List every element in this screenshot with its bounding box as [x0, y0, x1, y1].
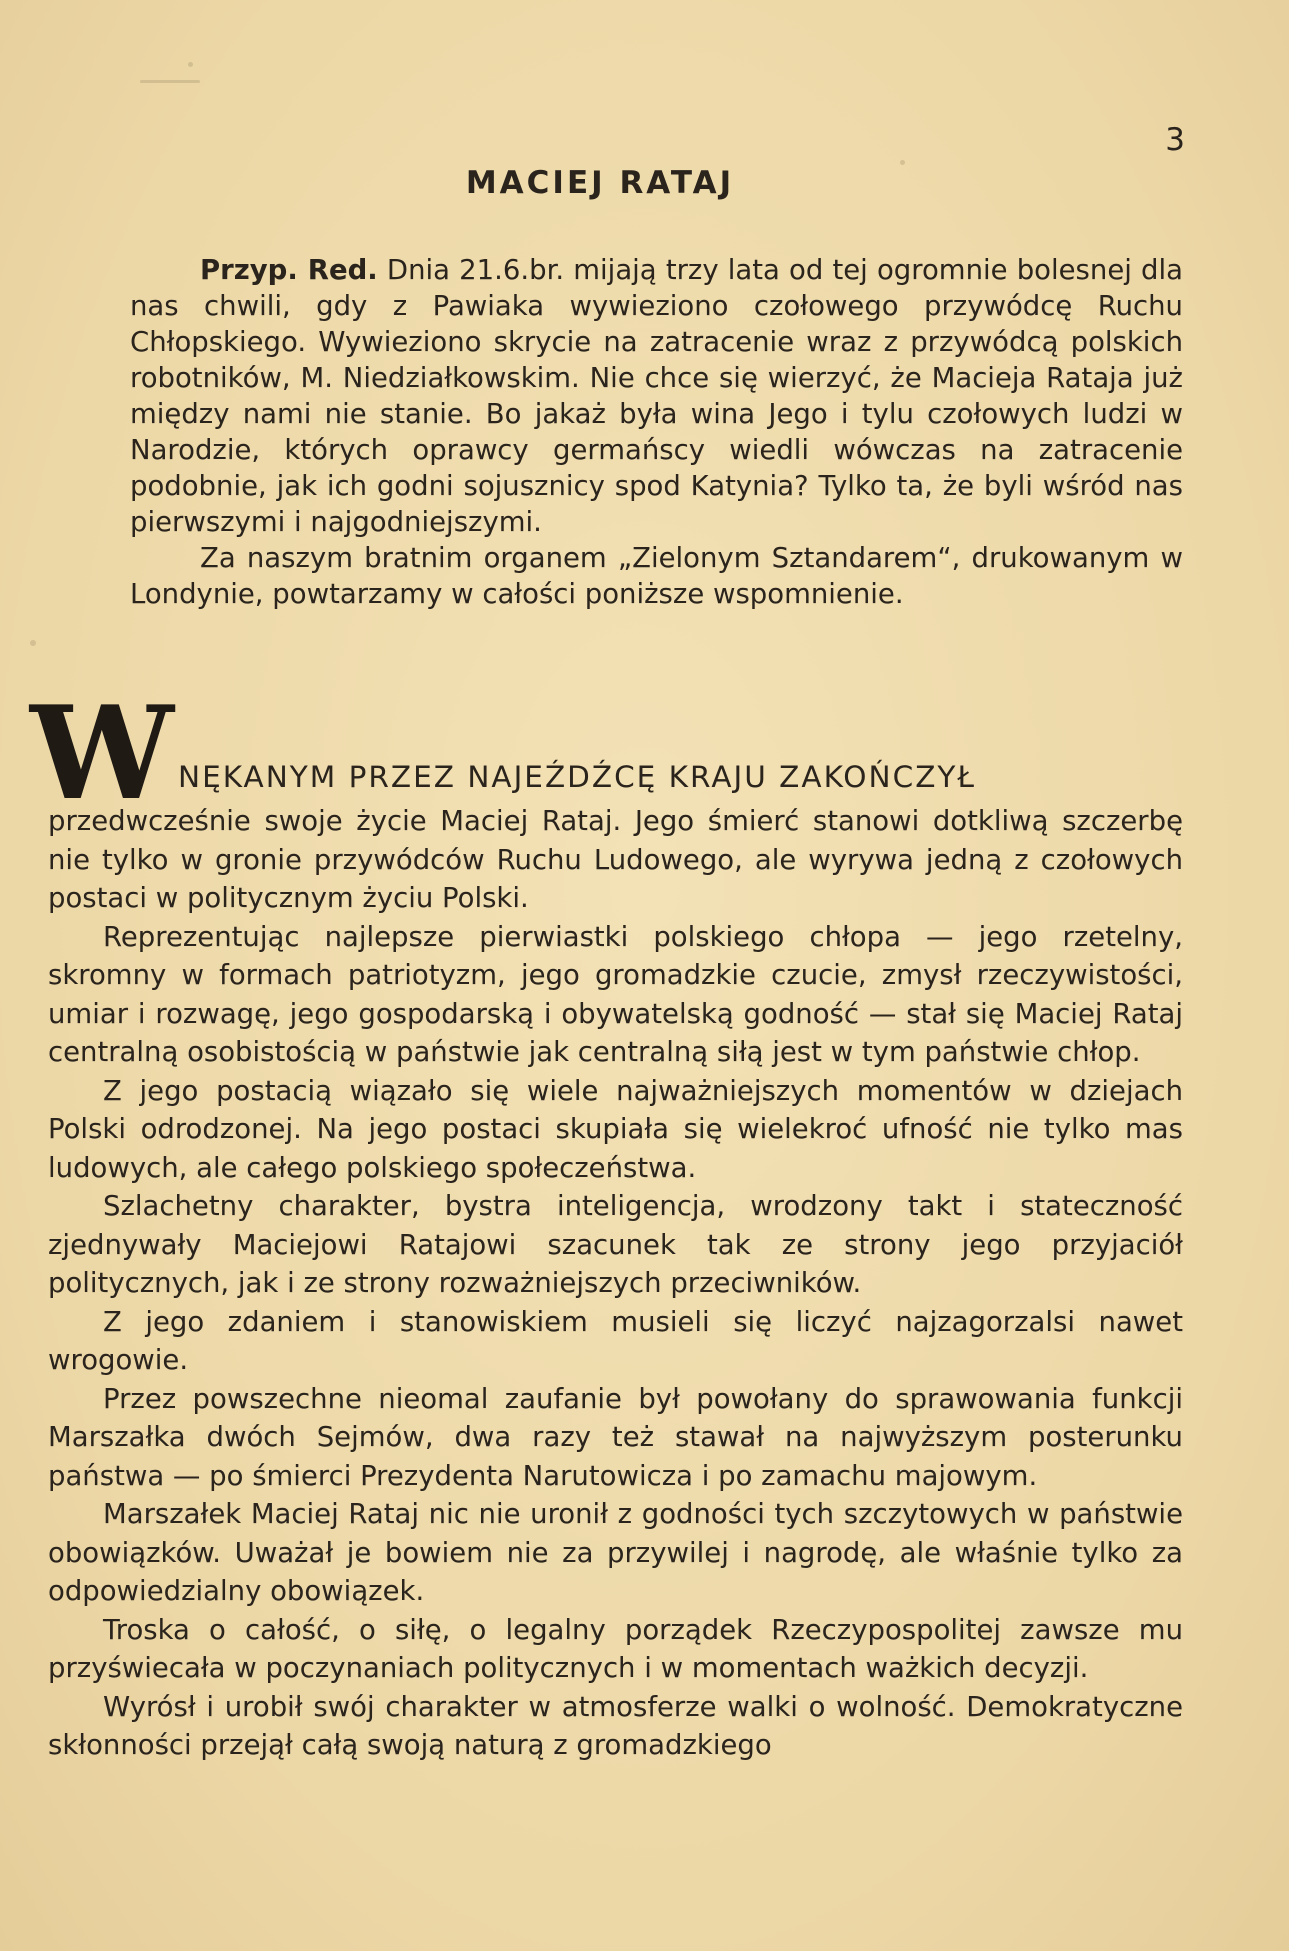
page-title: MACIEJ RATAJ [465, 165, 735, 201]
article-paragraph: Wyrósł i urobił swój charakter w atmosferze walki o wolność. Demokratyczne skłonności przejął całą swoją naturą z gromadzkiego [48, 1690, 1183, 1761]
article-paragraph: Z jego zdaniem i stanowiskiem musieli się liczyć najzagorzalsi nawet wrogowie. [48, 1305, 1183, 1376]
editorial-text: Dnia 21.6.br. mijają trzy lata od tej ogromnie bolesnej dla nas chwili, gdy z Pawiaka wywieziono czołowego przywódcę Ruchu Chłopskiego. Wywieziono skrycie na zatracenie wraz z przywódcą polskich robotników, M. Niedziałkowskim. Nie chce się wierzyć, że Macieja Rataja już między nami nie stanie. Bo jakaż była wina Jego i tylu czołowych ludzi w Narodzie, których oprawcy germańscy wiedli wówczas na zatracenie podobnie, jak ich godni sojusznicy spod Katynia? Tylko ta, że byli wśród nas pierwszymi i najgodniejszymi. [130, 254, 1183, 538]
page-number: 3 [1165, 122, 1186, 158]
article-paragraph: Z jego postacią wiązało się wiele najważniejszych momentów w dziejach Polski odrodzonej. Na jego postaci skupiała się wielekroć ufność nie tylko mas ludowych, ale całego polskiego społeczeństwa. [48, 1074, 1183, 1184]
article-paragraph: Troska o całość, o siłę, o legalny porządek Rzeczypospolitej zawsze mu przyświecała w poczynaniach politycznych i w momentach ważkich decyzji. [48, 1613, 1183, 1684]
editorial-paragraph [130, 252, 1183, 540]
article-paragraph: Marszałek Maciej Rataj nic nie uronił z godności tych szczytowych w państwie obowiązków. Uważał je bowiem nie za przywilej i nagrodę, ale właśnie tylko za odpowiedzialny obowiązek. [48, 1498, 1183, 1607]
article-paragraph: Przez powszechne nieomal zaufanie był powołany do sprawowania funkcji Marszałka dwóch Sejmów, dwa razy też stawał na najwyższym posterunku państwa — po śmierci Prezydenta Narutowicza i po zamachu majowym. [48, 1382, 1183, 1492]
article-paragraph: Reprezentując najlepsze pierwiastki polskiego chłopa — jego rzetelny, skromny w formach patriotyzm, jego gromadzkie czucie, zmysł rzeczywistości, umiar i rozwagę, jego gospodarską i obywatelską godność — stał się Maciej Rataj centralną osobistością w państwie jak centralną siłą jest w tym państwie chłop. [48, 920, 1183, 1068]
paper-stain [188, 62, 193, 67]
article-opening-caps: NĘKANYM PRZEZ NAJEŹDŹCĘ KRAJU ZAKOŃCZYŁ [178, 760, 976, 794]
editorial-note [130, 252, 1183, 612]
drop-cap: W [30, 679, 174, 829]
paper-stain [140, 80, 200, 83]
editorial-paragraph: Za naszym bratnim organem „Zielonym Sztandarem“, drukowanym w Londynie, powtarzamy w całości poniższe wspomnienie. [130, 542, 1183, 610]
article-body [48, 802, 1183, 1765]
paper-stain [30, 640, 36, 646]
article-paragraph: Szlachetny charakter, bystra inteligencja, wrodzony takt i stateczność zjednywały Maciejowi Ratajowi szacunek tak ze strony jego przyjaciół politycznych, jak i ze strony rozważniejszych przeciwników. [48, 1190, 1183, 1299]
editorial-lead: Przyp. Red. [200, 254, 378, 286]
article-paragraph: przedwcześnie swoje życie Maciej Rataj. Jego śmierć stanowi dotkliwą szczerbę nie tylko w gronie przywódców Ruchu Ludowego, ale wyrywa jedną z czołowych postaci w politycznym życiu Polski. [48, 805, 1183, 914]
